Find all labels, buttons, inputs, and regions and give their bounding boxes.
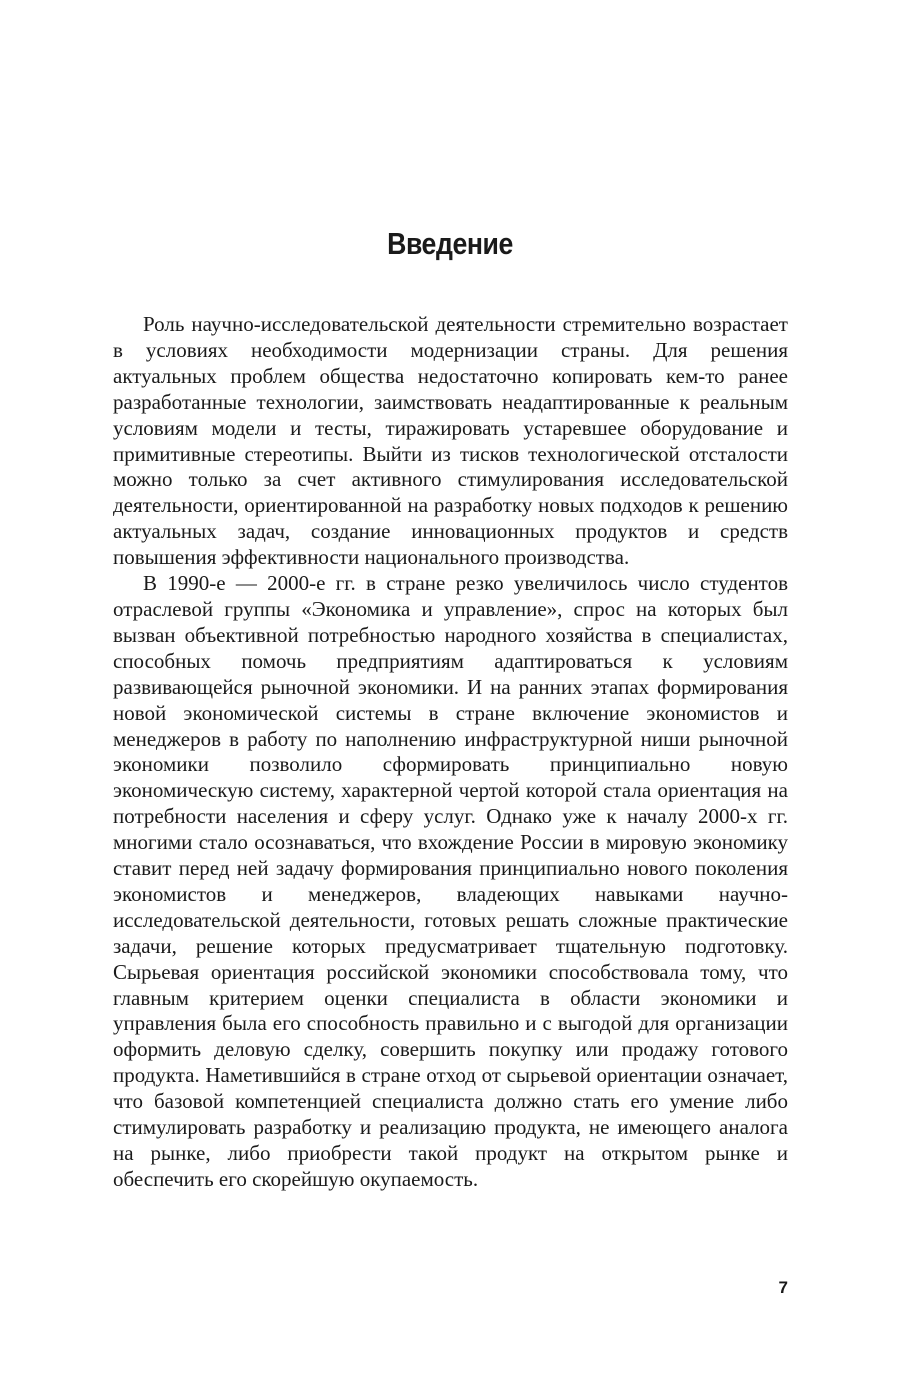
chapter-title: Введение: [387, 226, 513, 261]
paragraph-2: В 1990-е — 2000-е гг. в стране резко увеличилось число студентов отраслевой группы «Экономика и управление», спрос на которых был вызван объективной потребностью народного хозяйства в специалистах, способных помочь предприятиям адаптироваться к условиям развивающейся рыночной экономики. И на ранних этапах формирования новой экономической системы в стране включение экономистов и менеджеров в работу по наполнению инфраструктурной ниши рыночной экономики позволило сформировать принципиально новую экономическую систему, характерной чертой которой стала ориентация на потребности населения и сферу услуг. Однако уже к началу 2000-х гг. многими стало осознаваться, что вхождение России в мировую экономику ставит перед ней задачу формирования принципиально нового поколения экономистов и менеджеров, владеющих навыками научно-исследовательской деятельности, готовых решать сложные практические задачи, решение которых предусматривает тщательную подготовку. Сырьевая ориентация российской экономики способствовала тому, что главным критерием оценки специалиста в области экономики и управления была его способность правильно и с выгодой для организации оформить деловую сделку, совершить покупку или продажу готового продукта. Наметившийся в стране отход от сырьевой ориентации означает, что базовой компетенцией специалиста должно стать его умение либо стимулировать разработку и реализацию продукта, не имеющего аналога на рынке, либо приобрести такой продукт на открытом рынке и обеспечить его скорейшую окупаемость.: [113, 571, 788, 1191]
paragraph-1: Роль научно-исследовательской деятельности стремительно возрастает в условиях необходимости модернизации страны. Для решения актуальных проблем общества недостаточно копировать кем-то ранее разработанные технологии, заимствовать неадаптированные к реальным условиям модели и тесты, тиражировать устаревшее оборудование и примитивные стереотипы. Выйти из тисков технологической отсталости можно только за счет активного стимулирования исследовательской деятельности, ориентированной на разработку новых подходов к решению актуальных задач, создание инновационных продуктов и средств повышения эффективности национального производства.: [113, 312, 788, 570]
page-number: 7: [778, 1278, 788, 1297]
body-text: [113, 312, 788, 1193]
